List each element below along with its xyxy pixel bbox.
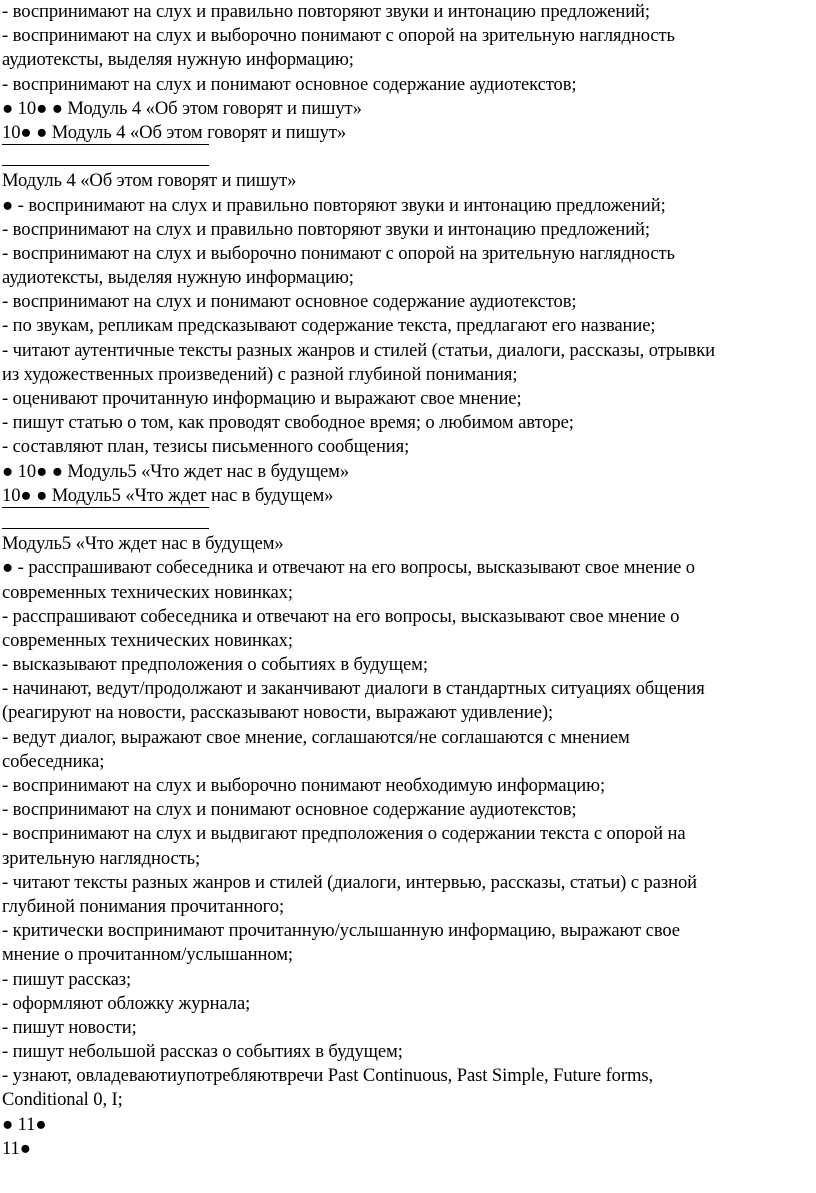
text-line: - пишут небольшой рассказ о событиях в будущем; (2, 1041, 403, 1063)
text-line: - воспринимают на слух и понимают основное содержание аудиотекстов; (2, 73, 577, 95)
text-line: - воспринимают на слух и понимают основное содержание аудиотекстов; (2, 291, 577, 313)
text-line: - оценивают прочитанную информацию и выражают свое мнение; (2, 388, 522, 409)
text-line: (реагируют на новости, рассказывают новости, выражают удивление); (2, 702, 554, 724)
text-line: - начинают, ведут/продолжают и заканчивают диалоги в стандартных ситуациях общения (2, 678, 705, 700)
section-heading-text: Модуль5 «Что ждет нас в будущем» (2, 533, 284, 555)
section-heading-text: Модуль 4 «Об этом говорят и пишут» (2, 170, 297, 192)
text-line: из художественных произведений) с разной глубиной понимания; (2, 363, 518, 385)
text-line: аудиотексты, выделяя нужную информацию; (2, 267, 354, 289)
text-line: - пишут рассказ; (2, 968, 132, 990)
text-line: - воспринимают на слух и выборочно понимают с опорой на зрительную наглядность (2, 242, 675, 264)
text-line: - критически воспринимают прочитанную/услышанную информацию, выражают свое (2, 920, 680, 942)
text-line: - оформляют обложку журнала; (2, 992, 251, 1014)
text-line: - расспрашивают собеседника и отвечают на его вопросы, высказывают свое мнение о (2, 605, 680, 627)
text-line: Conditional 0, I; (2, 1089, 123, 1111)
separator-rule (2, 528, 209, 529)
text-line: - составляют план, тезисы письменного сообщения; (2, 436, 410, 458)
text-line: - читают тексты разных жанров и стилей (диалоги, интервью, рассказы, статьи) с разной (2, 871, 698, 893)
toc-entry (2, 121, 814, 145)
text-line: - высказывают предположения о событиях в будущем; (2, 654, 428, 676)
text-line: современных технических новинках; (2, 581, 293, 603)
separator-rule (2, 507, 209, 508)
text-line: - воспринимают на слух и правильно повторяют звуки и интонацию предложений; (2, 1, 650, 22)
separator-rule (2, 144, 209, 145)
section-heading (2, 169, 814, 193)
text-line: ● - воспринимают на слух и правильно повторяют звуки и интонацию предложений; (2, 194, 666, 216)
toc-entry: ● 11● (2, 1113, 47, 1135)
separator-rule (2, 165, 209, 166)
document-page (2, 0, 814, 1161)
text-line: аудиотексты, выделяя нужную информацию; (2, 49, 354, 71)
text-line: - воспринимают на слух и выборочно понимают необходимую информацию; (2, 775, 606, 796)
text-line: - пишут статью о том, как проводят свободное время; о любимом авторе; (2, 412, 574, 434)
toc-entry-text: 10● ● Модуль5 «Что ждет нас в будущем» (2, 484, 334, 506)
text-line: современных технических новинках; (2, 629, 293, 651)
text-line: - воспринимают на слух и выборочно понимают с опорой на зрительную наглядность (2, 25, 675, 47)
toc-entry: ● 10● ● Модуль 4 «Об этом говорят и пишут» (2, 97, 362, 119)
text-line: - воспринимают на слух и правильно повторяют звуки и интонацию предложений; (2, 218, 650, 240)
text-line: - узнают, овладеваютиупотребляютвречи Past Continuous, Past Simple, Future forms, (2, 1065, 653, 1087)
text-line: - читают аутентичные тексты разных жанров и стилей (статьи, диалоги, рассказы, отрывки (2, 339, 716, 361)
toc-entry-text: 10● ● Модуль 4 «Об этом говорят и пишут» (2, 121, 347, 143)
text-line: - воспринимают на слух и понимают основное содержание аудиотекстов; (2, 799, 577, 821)
toc-entry: 11● (2, 1137, 31, 1159)
text-line: мнение о прочитанном/услышанном; (2, 944, 293, 966)
text-line: - ведут диалог, выражают свое мнение, соглашаются/не соглашаются с мнением (2, 726, 630, 748)
toc-entry (2, 484, 814, 508)
text-line: - пишут новости; (2, 1016, 137, 1038)
text-line: - воспринимают на слух и выдвигают предположения о содержании текста с опорой на (2, 823, 686, 845)
text-line: - по звукам, репликам предсказывают содержание текста, предлагают его название; (2, 315, 656, 337)
toc-entry: ● 10● ● Модуль5 «Что ждет нас в будущем» (2, 460, 350, 482)
section-heading (2, 532, 814, 556)
text-line: собеседника; (2, 750, 105, 772)
text-line: ● - расспрашивают собеседника и отвечают на его вопросы, высказывают свое мнение о (2, 557, 695, 579)
text-line: глубиной понимания прочитанного; (2, 895, 285, 917)
text-line: зрительную наглядность; (2, 847, 201, 869)
